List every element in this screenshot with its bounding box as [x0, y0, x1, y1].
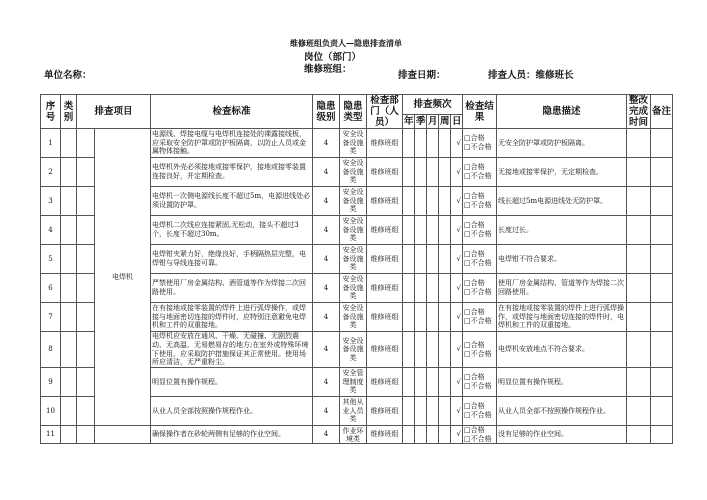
row-item-blank	[77, 426, 95, 444]
row-standard-cell	[151, 158, 313, 187]
freq-year-cell	[403, 332, 415, 368]
col-standard: 检查标准	[151, 95, 313, 129]
row-description: 电焊钳不符合要求。	[498, 254, 562, 263]
result-fail-checkbox[interactable]: □不合格	[464, 288, 492, 296]
row-dept: 维修班组	[367, 397, 403, 426]
col-category: 类别	[61, 95, 77, 129]
row-description-cell	[497, 426, 627, 444]
freq-quarter-cell	[415, 129, 427, 158]
row-dept: 维修班组	[367, 129, 403, 158]
row-item-blank	[77, 368, 95, 397]
row-description: 明显位置有操作规程。	[498, 377, 569, 386]
row-type: 安全设备设施类	[342, 130, 364, 156]
freq-year-cell	[403, 274, 415, 303]
freq-week-cell	[439, 303, 451, 332]
freq-week-cell	[439, 274, 451, 303]
row-type-cell	[340, 426, 367, 444]
row-note	[651, 426, 673, 444]
row-note	[651, 332, 673, 368]
row-type-cell	[340, 274, 367, 303]
row-result	[463, 245, 497, 274]
result-pass-checkbox[interactable]: □合格	[464, 373, 485, 382]
freq-week-cell	[439, 216, 451, 245]
table-row	[41, 129, 673, 158]
row-fix-time	[627, 332, 651, 368]
freq-month-cell	[427, 158, 439, 187]
row-dept: 维修班组	[367, 303, 403, 332]
row-item-blank	[77, 129, 95, 158]
row-item-blank	[77, 158, 95, 187]
row-type-cell	[340, 397, 367, 426]
col-description: 隐患描述	[497, 95, 627, 129]
row-dept: 维修班组	[367, 158, 403, 187]
freq-month-cell	[427, 245, 439, 274]
freq-month-cell	[427, 332, 439, 368]
freq-day-check: √	[451, 158, 463, 187]
row-fix-time	[627, 129, 651, 158]
row-dept: 维修班组	[367, 245, 403, 274]
row-fix-time	[627, 216, 651, 245]
result-fail-checkbox[interactable]: □不合格	[464, 230, 492, 238]
row-category	[61, 332, 77, 368]
result-pass-checkbox[interactable]: □合格	[464, 192, 485, 201]
result-fail-checkbox[interactable]: □不合格	[464, 349, 492, 358]
freq-year-cell	[403, 158, 415, 187]
row-item	[95, 426, 151, 444]
result-fail-checkbox[interactable]: □不合格	[464, 143, 492, 151]
row-item-blank	[77, 216, 95, 245]
group-item-electric-welder: 电焊机	[95, 129, 151, 426]
row-result	[463, 158, 497, 187]
row-result	[463, 274, 497, 303]
row-category	[61, 187, 77, 216]
row-item-blank	[77, 332, 95, 368]
col-freq-week: 周	[440, 115, 450, 127]
row-category	[61, 129, 77, 158]
row-seq: 10	[41, 397, 61, 426]
row-description: 电焊机安放地点不符合要求。	[498, 345, 590, 354]
freq-day-check: √	[451, 397, 463, 426]
row-standard-cell	[151, 303, 313, 332]
result-fail-checkbox[interactable]: □不合格	[464, 382, 492, 390]
freq-year-cell	[403, 187, 415, 216]
row-description-cell	[497, 303, 627, 332]
row-note	[651, 368, 673, 397]
col-level: 隐患级别	[313, 95, 340, 129]
row-item-blank	[77, 187, 95, 216]
row-description-cell	[497, 368, 627, 397]
result-pass-checkbox[interactable]: □合格	[464, 250, 485, 259]
row-standard: 电焊机二次线应连接紧固,无松动，接头不超过3个，长度不超过30m。	[152, 221, 299, 238]
row-item-blank	[77, 303, 95, 332]
freq-year-cell	[403, 426, 415, 444]
inspection-table	[40, 94, 673, 444]
freq-day-check: √	[451, 368, 463, 397]
row-note	[651, 187, 673, 216]
freq-month-cell	[427, 397, 439, 426]
row-standard-cell	[151, 426, 313, 444]
row-standard-cell	[151, 245, 313, 274]
row-standard-cell	[151, 187, 313, 216]
result-pass-checkbox[interactable]: □合格	[464, 340, 485, 349]
freq-week-cell	[439, 129, 451, 158]
row-standard-cell	[151, 216, 313, 245]
row-description: 线长超过5m电源进线处无防护罩。	[498, 196, 608, 205]
freq-quarter-cell	[415, 245, 427, 274]
row-type-cell	[340, 245, 367, 274]
result-fail-checkbox[interactable]: □不合格	[464, 201, 492, 209]
row-level: 4	[313, 397, 340, 426]
row-dept: 维修班组	[367, 332, 403, 368]
row-seq: 3	[41, 187, 61, 216]
row-description: 没有足够的作业空间。	[498, 430, 569, 439]
col-freq-quarter: 季	[416, 115, 426, 127]
freq-year-cell	[403, 129, 415, 158]
result-fail-checkbox[interactable]: □不合格	[464, 411, 492, 419]
inspection-date-label: 排查日期：	[398, 70, 446, 81]
row-result	[463, 187, 497, 216]
result-pass-checkbox[interactable]: □合格	[464, 308, 485, 317]
row-seq: 6	[41, 274, 61, 303]
row-note	[651, 397, 673, 426]
row-description-cell	[497, 216, 627, 245]
row-type: 安全设备设施类	[342, 159, 364, 185]
table-row	[41, 426, 673, 444]
row-type-cell	[340, 368, 367, 397]
row-description: 长度过长。	[498, 225, 534, 234]
col-freq-day: 日	[452, 115, 462, 127]
row-category	[61, 397, 77, 426]
row-standard: 从业人员全部按照操作规程作业。	[152, 406, 258, 415]
row-type: 作业环境类	[342, 426, 364, 443]
row-fix-time	[627, 274, 651, 303]
row-note	[651, 129, 673, 158]
freq-year-cell	[403, 303, 415, 332]
row-standard-cell	[151, 129, 313, 158]
row-result	[463, 332, 497, 368]
freq-quarter-cell	[415, 426, 427, 444]
freq-week-cell	[439, 426, 451, 444]
post-dept-label: 岗位（部门）维修班组：	[304, 52, 357, 75]
row-level: 4	[313, 245, 340, 274]
row-description: 无安全防护罩或防护板隔离。	[498, 138, 590, 147]
freq-year-cell	[403, 368, 415, 397]
row-type: 安全管理制度类	[342, 369, 364, 395]
col-result: 检查结果	[463, 95, 497, 129]
row-fix-time	[627, 187, 651, 216]
row-level: 4	[313, 129, 340, 158]
result-fail-checkbox[interactable]: □不合格	[464, 172, 492, 180]
row-type-cell	[340, 332, 367, 368]
freq-day-check: √	[451, 245, 463, 274]
col-dept: 检查部门（人员）	[367, 95, 403, 129]
result-pass-checkbox[interactable]: □合格	[464, 134, 485, 143]
row-standard-cell	[151, 368, 313, 397]
row-description: 无接地或接零保护，无定期检查。	[498, 167, 604, 176]
row-seq: 2	[41, 158, 61, 187]
row-level: 4	[313, 368, 340, 397]
row-fix-time	[627, 303, 651, 332]
result-pass-checkbox[interactable]: □合格	[464, 279, 485, 288]
row-dept: 维修班组	[367, 216, 403, 245]
freq-day-check: √	[451, 129, 463, 158]
row-type: 安全设备设施类	[342, 336, 364, 362]
result-pass-checkbox[interactable]: □合格	[464, 426, 485, 434]
row-type: 其他从业人员类	[342, 398, 364, 424]
row-category	[61, 245, 77, 274]
row-level: 4	[313, 216, 340, 245]
freq-quarter-cell	[415, 368, 427, 397]
row-standard: 确保操作者在砂轮两侧有足够的作业空间。	[152, 430, 286, 439]
col-type: 隐患类型	[340, 95, 367, 129]
row-result	[463, 368, 497, 397]
freq-month-cell	[427, 368, 439, 397]
result-pass-checkbox[interactable]: □合格	[464, 221, 485, 230]
row-level: 4	[313, 187, 340, 216]
row-result	[463, 129, 497, 158]
row-dept: 维修班组	[367, 274, 403, 303]
freq-year-cell	[403, 216, 415, 245]
row-result	[463, 303, 497, 332]
row-dept: 维修班组	[367, 426, 403, 444]
freq-month-cell	[427, 129, 439, 158]
result-fail-checkbox[interactable]: □不合格	[464, 317, 492, 325]
freq-week-cell	[439, 245, 451, 274]
inspector-label: 排查人员：维修班长	[488, 70, 574, 81]
row-fix-time	[627, 158, 651, 187]
page-title: 维修班组负责人—隐患排查清单	[290, 38, 402, 48]
row-level: 4	[313, 158, 340, 187]
freq-year-cell	[403, 397, 415, 426]
row-item-blank	[77, 397, 95, 426]
row-standard: 电焊机一次侧电源线长度不超过5m，电源进线处必须设置防护罩。	[152, 192, 311, 209]
result-pass-checkbox[interactable]: □合格	[464, 402, 485, 411]
freq-day-check: √	[451, 187, 463, 216]
freq-quarter-cell	[415, 397, 427, 426]
col-frequency: 排查频次	[403, 95, 463, 115]
row-seq: 8	[41, 332, 61, 368]
freq-day-check: √	[451, 426, 463, 444]
table-body	[41, 129, 673, 444]
row-type-cell	[340, 158, 367, 187]
row-category	[61, 426, 77, 444]
row-level: 4	[313, 303, 340, 332]
row-type-cell	[340, 187, 367, 216]
col-fix-time: 整改完成时间	[627, 95, 651, 129]
row-standard-cell	[151, 274, 313, 303]
row-description-cell	[497, 187, 627, 216]
row-category	[61, 368, 77, 397]
freq-month-cell	[427, 426, 439, 444]
row-type-cell	[340, 129, 367, 158]
row-note	[651, 274, 673, 303]
row-type-cell	[340, 303, 367, 332]
row-type: 安全设备设施类	[342, 246, 364, 272]
row-standard-cell	[151, 332, 313, 368]
row-standard: 电源线、焊接电缆与电焊机连接处的裸露接线板，应采取安全防护罩或防护板隔离，以防止人员或金属物体接触。	[152, 130, 307, 156]
row-seq: 7	[41, 303, 61, 332]
row-level: 4	[313, 426, 340, 444]
freq-day-check: √	[451, 274, 463, 303]
freq-week-cell	[439, 332, 451, 368]
freq-week-cell	[439, 397, 451, 426]
row-fix-time	[627, 245, 651, 274]
row-type: 安全设备设施类	[342, 188, 364, 214]
freq-quarter-cell	[415, 332, 427, 368]
row-item-blank	[77, 274, 95, 303]
freq-month-cell	[427, 303, 439, 332]
freq-quarter-cell	[415, 274, 427, 303]
row-level: 4	[313, 332, 340, 368]
row-standard: 电焊钳夹紧力好，绝缘良好，手柄隔热层完整，电焊钳与导线连接可靠。	[152, 250, 307, 267]
row-description: 从业人员全部不按照操作规程作业。	[498, 406, 611, 415]
row-standard-cell	[151, 397, 313, 426]
freq-quarter-cell	[415, 187, 427, 216]
col-item: 排查项目	[77, 95, 151, 129]
row-description-cell	[497, 397, 627, 426]
row-standard: 明显位置有操作规程。	[152, 377, 223, 386]
col-note: 备注	[651, 95, 673, 129]
row-description-cell	[497, 129, 627, 158]
freq-day-check: √	[451, 303, 463, 332]
row-note	[651, 303, 673, 332]
freq-quarter-cell	[415, 303, 427, 332]
row-seq: 9	[41, 368, 61, 397]
row-fix-time	[627, 426, 651, 444]
freq-day-check: √	[451, 332, 463, 368]
row-result	[463, 216, 497, 245]
row-fix-time	[627, 397, 651, 426]
freq-day-check: √	[451, 216, 463, 245]
row-level: 4	[313, 274, 340, 303]
row-description-cell	[497, 158, 627, 187]
row-category	[61, 303, 77, 332]
col-freq-month: 月	[428, 115, 438, 127]
row-type-cell	[340, 216, 367, 245]
row-dept: 维修班组	[367, 368, 403, 397]
row-description: 使用厂房金属结构、管道等作为焊接二次回路使用。	[498, 279, 625, 296]
freq-week-cell	[439, 187, 451, 216]
row-seq: 11	[41, 426, 61, 444]
row-fix-time	[627, 368, 651, 397]
result-pass-checkbox[interactable]: □合格	[464, 163, 485, 172]
freq-month-cell	[427, 274, 439, 303]
row-description-cell	[497, 332, 627, 368]
row-note	[651, 158, 673, 187]
row-item-blank	[77, 245, 95, 274]
col-seq: 序号	[41, 95, 61, 129]
result-fail-checkbox[interactable]: □不合格	[464, 434, 492, 443]
freq-month-cell	[427, 216, 439, 245]
freq-week-cell	[439, 368, 451, 397]
row-description-cell	[497, 245, 627, 274]
row-result	[463, 397, 497, 426]
freq-quarter-cell	[415, 158, 427, 187]
freq-week-cell	[439, 158, 451, 187]
row-type: 安全设备设施类	[342, 217, 364, 243]
row-note	[651, 216, 673, 245]
row-seq: 5	[41, 245, 61, 274]
col-freq-year: 年	[404, 115, 414, 127]
unit-name-label: 单位名称：	[44, 70, 92, 81]
row-type: 安全设备设施类	[342, 275, 364, 301]
row-description: 在有接地或接零装置的焊件上进行弧焊操作，或焊接与地面密切连接的焊件时，电焊机和工件的双重接地。	[498, 304, 625, 330]
row-type: 安全设备设施类	[342, 304, 364, 330]
row-note	[651, 245, 673, 274]
row-dept: 维修班组	[367, 187, 403, 216]
row-standard: 严禁使用厂房金属结构、酒管道等作为焊接二次回路使用。	[152, 279, 307, 296]
row-result	[463, 426, 497, 444]
row-seq: 4	[41, 216, 61, 245]
row-seq: 1	[41, 129, 61, 158]
row-standard: 电焊机应安放在通风、干燥、无碰撞、无剧烈震动、无高温、无易燃易存的地方;在室外或特殊环境下使用，应采取防护措施保证其正常使用。使用场所应清洁，无严重粉尘。	[152, 332, 309, 367]
row-standard: 在有接地或接零装置的焊件上进行弧焊操作，或焊接与地面密切连接的焊件时，应特别注意避免电焊机和工件的双重接地。	[152, 304, 307, 330]
result-fail-checkbox[interactable]: □不合格	[464, 259, 492, 267]
freq-month-cell	[427, 187, 439, 216]
freq-year-cell	[403, 245, 415, 274]
row-category	[61, 216, 77, 245]
freq-quarter-cell	[415, 216, 427, 245]
row-standard: 电焊机外壳必须接地或接零保护，接地或接零装置连接良好，并定期检查。	[152, 163, 307, 180]
row-description-cell	[497, 274, 627, 303]
row-category	[61, 274, 77, 303]
row-category	[61, 158, 77, 187]
